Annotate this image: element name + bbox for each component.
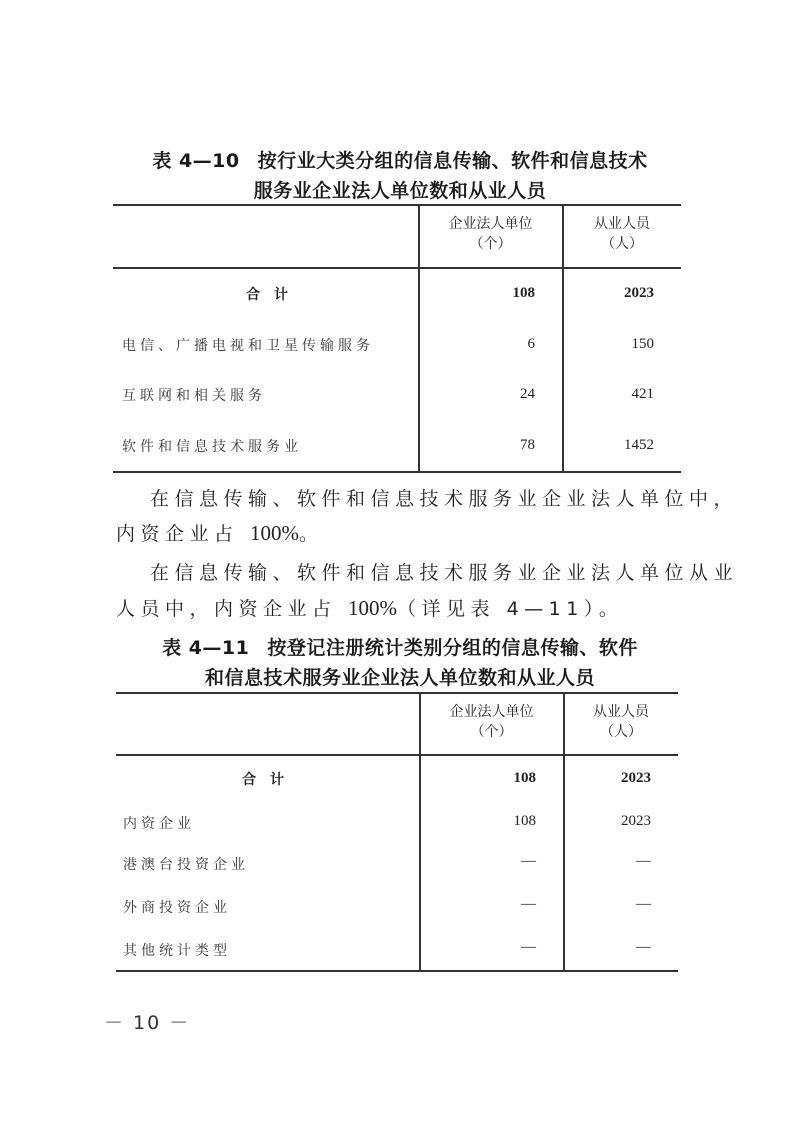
table1-row-employees: 1452 [624,437,654,453]
table1-header-units-label: 企业法人单位 [448,216,533,232]
table2-header-employees-label: 从业人员 [593,704,649,720]
table2-row-units: — [521,853,536,869]
table2-total-employees: 2023 [621,770,651,786]
table2-row-employees: — [636,939,651,955]
table2-caption-number: 表 4—11 [162,637,250,659]
table1-row-label: 互联网和相关服务 [122,388,266,404]
table2-header-units [420,702,563,742]
table1-header-employees-unit: （人） [601,236,643,252]
table2-header-employees-unit: （人） [600,724,642,740]
table2-row-employees: — [636,853,651,869]
table1-row-label: 电信、广播电视和卫星传输服务 [122,338,374,354]
table1-row-label: 软件和信息技术服务业 [122,439,302,455]
paragraph2-percent: 100% [348,596,398,620]
paragraph2-line2 [116,594,623,621]
paragraph2-text: 人员中，内资企业占 [116,598,349,620]
table2-bottom-rule [116,970,678,972]
table1-total-units: 108 [512,285,535,301]
table2-row-label: 港澳台投资企业 [123,857,249,873]
table2-total-units: 108 [513,770,536,786]
paragraph1-text: 内资企业占 [116,523,251,545]
table1-caption-line1 [110,146,690,173]
table1-caption-title: 按行业大类分组的信息传输、软件和信息技术 [257,150,648,172]
table1-row-units: 6 [527,336,535,352]
table1-header-units [419,214,562,254]
table2-row-units: — [521,896,536,912]
table2-row-label: 内资企业 [123,816,195,832]
table1-header-rule [113,267,681,269]
paragraph1-line1: 在信息传输、软件和信息技术服务业企业法人单位中， [150,488,739,510]
table2-header-units-unit: （个） [470,724,513,740]
table2-header-rule [116,754,678,756]
table2-header-employees [564,702,678,742]
table1-header-employees [563,214,681,254]
table1-top-rule [113,204,681,206]
table1-row-employees: 150 [631,336,654,352]
table2-row-units: 108 [513,813,536,829]
page-number: － 10 － [104,1012,191,1034]
paragraph1-line2 [116,519,324,546]
table1-total-label: 合 计 [246,287,288,303]
table2-caption-line1 [110,633,690,660]
paragraph2-line1: 在信息传输、软件和信息技术服务业企业法人单位从业 [150,562,739,584]
paragraph1-end: 。 [299,523,324,545]
table2-row-employees: 2023 [621,813,651,829]
table2-caption-title: 按登记注册统计类别分组的信息传输、软件 [267,637,638,659]
table2-header-units-label: 企业法人单位 [449,704,534,720]
table1-caption-line2: 服务业企业法人单位数和从业人员 [253,180,547,202]
table2-row-employees: — [636,896,651,912]
table1-header-units-unit: （个） [469,236,512,252]
table2-row-label: 其他统计类型 [123,943,231,959]
table1-row-employees: 421 [631,386,654,402]
table2-total-label: 合 计 [242,772,284,788]
table2-row-units: — [521,939,536,955]
table1-bottom-rule [113,471,681,473]
table1-caption-number: 表 4—10 [152,150,240,172]
table2-caption-line2: 和信息技术服务业企业法人单位数和从业人员 [204,667,595,689]
table1-row-units: 78 [520,437,535,453]
table1-total-employees: 2023 [624,285,654,301]
paragraph1-percent: 100% [250,521,300,545]
table1-row-units: 24 [520,386,535,402]
paragraph2-end: （详见表 4—11）。 [397,598,624,620]
table2-row-label: 外商投资企业 [123,900,231,916]
table2-top-rule [116,692,678,694]
table1-header-employees-label: 从业人员 [594,216,650,232]
